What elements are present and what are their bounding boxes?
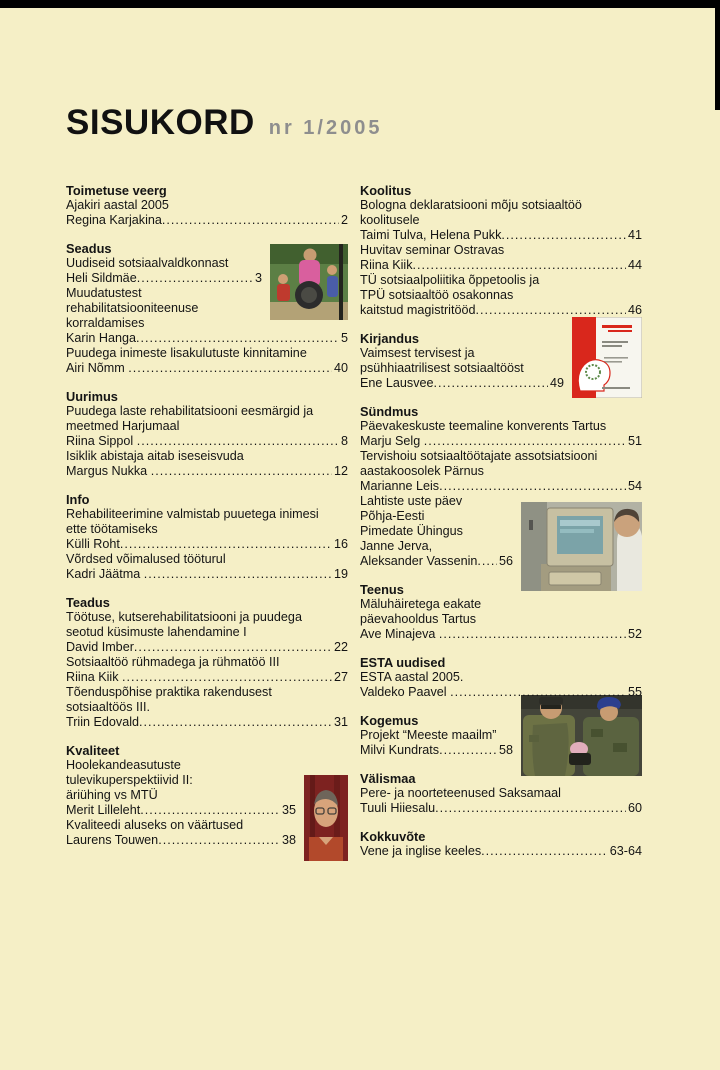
page-number: 40 [333,361,348,375]
entry-author: Merit Lilleleht [66,803,141,817]
entry-title-line: aastakoosolek Pärnus [360,464,484,478]
section-heading: Sündmus [360,404,419,419]
section-heading: Kirjandus [360,331,420,346]
entry-author: Taimi Tulva, Helena Pukk [360,228,502,242]
section-heading: Teadus [66,595,110,610]
entry-leader-line [66,670,348,685]
entry-title-line: meetmed Harjumaal [66,419,180,433]
entry-title-line: Rehabiliteerimine valmistab puuetega inimesi [66,507,319,521]
man-at-computer-photo [521,502,642,591]
toc-section [66,492,348,582]
entry-leader-line [360,801,642,816]
dot-leader [476,303,626,318]
page-number: 51 [627,434,642,448]
toc-section [360,404,642,569]
page-number: 41 [627,228,642,242]
entry-title-line: Tõenduspõhise praktika rakendusest [66,685,272,699]
entry-leader-line [66,434,348,449]
entry-author: Aleksander Vassenin [360,554,478,568]
page-number: 63-64 [609,844,642,858]
entry-leader-line [360,434,642,449]
entry-author: Valdeko Paavel [360,685,451,699]
section-heading: Kvaliteet [66,743,120,758]
entry-author: Triin Edovald [66,715,140,729]
dot-leader [481,844,608,859]
page-number: 58 [498,743,513,757]
page-number: 54 [627,479,642,493]
page-number: 12 [333,464,348,478]
page-number: 5 [340,331,348,345]
page-number: 16 [333,537,348,551]
entry-title-line: Uudiseid sotsiaalvaldkonnast [66,256,229,270]
dot-leader [139,715,332,730]
dot-leader [450,685,626,700]
entry-title-line: ESTA aastal 2005. [360,670,464,684]
dot-leader [151,464,332,479]
entry-title-line: Pere- ja noorteteenused Saksamaal [360,786,561,800]
page-number: 3 [254,271,262,285]
dot-leader [413,258,626,273]
toc-item [360,597,642,642]
entry-leader-line [66,464,348,479]
entry-leader-line [360,376,564,391]
page-number: 38 [281,833,296,847]
entry-leader-line [66,361,348,376]
page-title: SISUKORD [66,103,255,142]
entry-title-line: Bologna deklaratsiooni mõju sotsiaaltöö [360,198,582,212]
toc-item [66,610,348,655]
page-number: 19 [333,567,348,581]
toc-section [360,713,642,758]
dot-leader [162,213,339,228]
entry-leader-line [360,479,642,494]
entry-author: Margus Nukka [66,464,151,478]
toc-item [66,346,348,376]
entry-author: Kadri Jäätma [66,567,144,581]
entry-author: Külli Roht [66,537,120,551]
entry-title-line: sotsiaaltöös III. [66,700,150,714]
entry-author: Regina Karjakina [66,213,162,227]
entry-leader-line [360,685,642,700]
entry-title-line: Põhja-Eesti [360,509,425,523]
entry-title-line: päevahooldus Tartus [360,612,476,626]
page-number: 31 [333,715,348,729]
toc-section [66,241,348,376]
toc-section [360,582,642,642]
entry-title-line: Sotsiaaltöö rühmadega ja rühmatöö III [66,655,280,669]
dot-leader [137,271,253,286]
entry-author: Heli Sildmäe [66,271,137,285]
page-number: 8 [340,434,348,448]
toc-column-left [66,183,348,861]
toc-item [360,844,642,859]
section-heading: Uurimus [66,389,118,404]
scan-edge-right [715,0,720,110]
page-number: 27 [333,670,348,684]
entry-title-line: TÜ sotsiaalpoliitika õppetoolis ja [360,273,540,287]
entry-leader-line [360,258,642,273]
dot-leader [144,567,332,582]
entry-title-line: Hoolekandeasutuste [66,758,181,772]
page-number: 2 [340,213,348,227]
entry-leader-line [66,803,296,818]
entry-leader-line [66,537,348,552]
wheelchair-playground-photo [270,244,348,320]
entry-author: kaitstud magistritööd [360,303,476,317]
entry-leader-line [360,303,642,318]
toc-section [360,655,642,700]
entry-title-line: Huvitav seminar Ostravas [360,243,505,257]
toc-item [360,198,642,243]
dot-leader [439,479,626,494]
dot-leader [120,537,332,552]
entry-title-line: rehabilitatsiooniteenuse [66,301,199,315]
dot-leader [501,228,626,243]
entry-title-line: Kvaliteedi aluseks on väärtused [66,818,244,832]
dot-leader [128,361,332,376]
toc-section [66,595,348,730]
entry-author: Vene ja inglise keeles [360,844,482,858]
page-title-row [66,103,382,143]
entry-title-line: Päevakeskuste teemaline konverents Tartus [360,419,607,433]
entry-leader-line [360,554,513,569]
entry-author: Karin Hanga [66,331,137,345]
section-heading: Seadus [66,241,112,256]
scan-edge-top [0,0,720,8]
military-men-photo [521,695,642,776]
toc-column-right [360,183,642,859]
page-number: 55 [627,685,642,699]
section-heading: Info [66,492,90,507]
page-number: 56 [498,554,513,568]
entry-author: Tuuli Hiiesalu [360,801,436,815]
entry-title-line: tulevikuperspektiivid II: [66,773,193,787]
section-heading: Kogemus [360,713,419,728]
entry-leader-line [66,833,296,848]
toc-section [360,771,642,816]
entry-title-line: korraldamises [66,316,145,330]
entry-title-line: Isiklik abistaja aitab iseseisvuda [66,449,244,463]
entry-leader-line [66,331,348,346]
entry-leader-line [66,567,348,582]
entry-author: Marianne Leis [360,479,440,493]
entry-title-line: Pimedate Ühingus [360,524,463,538]
toc-item [360,494,642,569]
entry-title-line: Vaimsest tervisest ja [360,346,475,360]
entry-author: Riina Kiik [360,258,413,272]
toc-item [360,670,642,700]
toc-item [360,273,642,318]
toc-item [360,449,642,494]
toc-item [66,404,348,449]
toc-section [66,183,348,228]
entry-title-line: Võrdsed võimalused tööturul [66,552,226,566]
toc-section [66,389,348,479]
entry-leader-line [66,715,348,730]
dot-leader [137,434,339,449]
section-heading: ESTA uudised [360,655,446,670]
dot-leader [439,743,497,758]
section-heading: Koolitus [360,183,412,198]
entry-title-line: Puudega inimeste lisakulutuste kinnitamine [66,346,307,360]
page-number: 35 [281,803,296,817]
issue-number: nr 1/2005 [268,117,383,139]
entry-leader-line [66,271,262,286]
entry-author: Riina Kiik [66,670,122,684]
entry-author: Marju Selg [360,434,424,448]
entry-title-line: Projekt “Meeste maailm” [360,728,497,742]
section-heading: Teenus [360,582,404,597]
entry-title-line: koolitusele [360,213,420,227]
dot-leader [477,554,497,569]
page-number: 46 [627,303,642,317]
entry-leader-line [360,228,642,243]
entry-author: Ene Lausvee [360,376,434,390]
toc-item [66,685,348,730]
entry-leader-line [360,844,642,859]
entry-title-line: Muudatustest [66,286,142,300]
toc-item [66,198,348,228]
portrait-man-photo [304,775,348,861]
entry-title-line: Janne Jerva, [360,539,433,553]
entry-title-line: TPÜ sotsiaaltöö osakonnas [360,288,514,302]
page-number: 60 [627,801,642,815]
toc-section [360,183,642,318]
entry-leader-line [360,627,642,642]
page-number: 44 [627,258,642,272]
toc-item [66,507,348,552]
entry-leader-line [360,743,513,758]
page-number: 49 [549,376,564,390]
toc-item [66,552,348,582]
dot-leader [435,801,626,816]
entry-author: Riina Sippol [66,434,137,448]
entry-author: Ave Minajeva [360,627,439,641]
toc-item [66,655,348,685]
dot-leader [424,434,626,449]
toc-item [360,419,642,449]
section-heading: Välismaa [360,771,416,786]
entry-title-line: äriühing vs MTÜ [66,788,158,802]
entry-author: Milvi Kundrats [360,743,440,757]
toc-item [360,786,642,816]
entry-leader-line [66,640,348,655]
dot-leader [134,640,332,655]
entry-title-line: Puudega laste rehabilitatsiooni eesmärgid ja [66,404,314,418]
dot-leader [136,331,339,346]
dot-leader [122,670,332,685]
entry-author: Airi Nõmm [66,361,129,375]
dot-leader [439,627,626,642]
book-cover-photo [572,317,642,398]
entry-leader-line [66,213,348,228]
entry-title-line: ette töötamiseks [66,522,158,536]
toc-item [66,449,348,479]
toc-item [360,243,642,273]
entry-author: Laurens Touwen [66,833,159,847]
entry-author: David Imber [66,640,134,654]
toc-section [360,829,642,859]
dot-leader [158,833,280,848]
section-heading: Kokkuvõte [360,829,426,844]
dot-leader [140,803,280,818]
dot-leader [434,376,548,391]
entry-title-line: seotud küsimuste lahendamine I [66,625,247,639]
toc-section [360,331,642,391]
section-heading: Toimetuse veerg [66,183,167,198]
entry-title-line: Tervishoiu sotsiaaltöötajate assotsiatsiooni [360,449,598,463]
entry-title-line: Ajakiri aastal 2005 [66,198,169,212]
page-number: 52 [627,627,642,641]
entry-title-line: Mäluhäiretega eakate [360,597,482,611]
entry-title-line: psühhiaatrilisest sotsiaaltööst [360,361,524,375]
entry-title-line: Töötuse, kutserehabilitatsiooni ja puudega [66,610,302,624]
toc-section [66,743,348,848]
entry-title-line: Lahtiste uste päev [360,494,463,508]
page-number: 22 [333,640,348,654]
